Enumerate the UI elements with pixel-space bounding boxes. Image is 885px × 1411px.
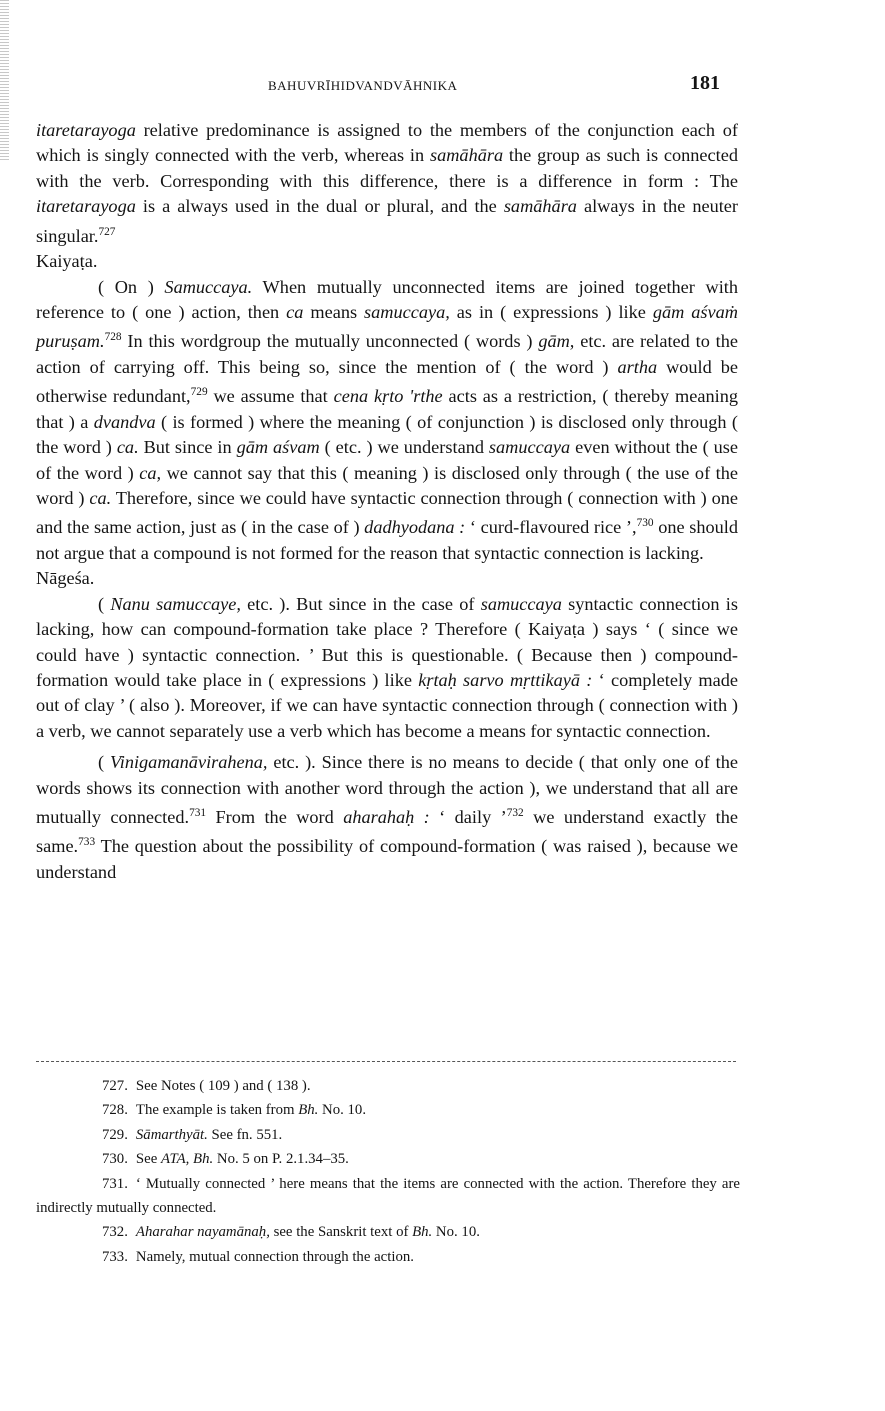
- scanned-page-edge: [0, 0, 9, 160]
- footnote-ref: 727: [98, 225, 116, 238]
- italic-term: gām aśvaṁ puruṣam.: [36, 301, 738, 352]
- footnote-text: Namely, mutual connection through the action.: [135, 1248, 414, 1265]
- paragraph-kaiyata: [36, 275, 738, 567]
- footnote: [36, 1245, 740, 1269]
- text-run: ‘ curd-flavoured rice ’,: [465, 517, 637, 538]
- text-run: But since in: [138, 437, 237, 458]
- footnote-number: 730.: [102, 1151, 128, 1168]
- text-run: etc. are related to the action of carrying off. This being so, since the mention of ( the word ): [36, 331, 738, 377]
- italic-term: itaretarayoga: [36, 196, 136, 217]
- footnote-ref: 729: [190, 386, 208, 399]
- paragraph-nagesa-2: [36, 750, 738, 885]
- footnote-text: See: [135, 1151, 161, 1168]
- text-run: acts as a restriction, ( thereby meaning that ) a: [36, 386, 738, 432]
- italic-term: ca: [286, 301, 304, 322]
- footnote-number: 729.: [102, 1126, 128, 1143]
- italic-term: ATA, Bh.: [160, 1151, 214, 1168]
- footnote-text: No. 10.: [318, 1102, 367, 1119]
- section-heading-kaiyata: Kaiyaṭa.: [36, 251, 98, 272]
- text-run: etc. ). But since in the case of: [240, 593, 481, 614]
- footnote-ref: 733: [78, 836, 96, 849]
- italic-term: ca,: [139, 462, 162, 483]
- italic-term: aharahaḥ :: [343, 807, 430, 828]
- italic-term: samuccaya: [488, 437, 571, 458]
- text-run: as in ( expressions ) like: [449, 301, 653, 322]
- footnote-text: ‘ Mutually connected ’ here means that the items are connected with the action. Therefore they are indirectly mutually connected.: [36, 1175, 740, 1217]
- italic-term: Vinigamanāvirahena,: [109, 752, 268, 773]
- italic-term: kṛtaḥ sarvo mṛttikayā :: [418, 669, 593, 690]
- footnote-number: 731.: [102, 1175, 128, 1192]
- italic-term: Bh.: [298, 1102, 319, 1119]
- section-heading-nagesa: Nāgeśa.: [36, 568, 95, 589]
- italic-term: gām,: [538, 331, 575, 352]
- footnote-ref: 728: [104, 331, 122, 344]
- italic-term: gām aśvam: [236, 437, 320, 458]
- footnote-text: see the Sanskrit text of: [269, 1224, 413, 1241]
- text-run: (: [98, 752, 110, 773]
- italic-term: Aharahar nayamānaḥ,: [135, 1224, 270, 1241]
- text-run: means: [303, 301, 365, 322]
- italic-term: Sāmarthyāt.: [135, 1126, 208, 1143]
- footnote-number: 733.: [102, 1248, 128, 1265]
- text-run: the group as such is connected with the verb. Corresponding with this difference, there is a difference in form : The: [36, 145, 738, 191]
- text-run: When mutually unconnected items are joined together with reference to ( one ) action, then: [36, 276, 738, 322]
- italic-term: cena kṛto 'rthe: [333, 386, 443, 407]
- footnote-ref: 731: [189, 806, 207, 819]
- italic-term: itaretarayoga: [36, 120, 136, 140]
- footnote-text: No. 5 on P. 2.1.34–35.: [213, 1151, 349, 1168]
- text-run: (: [98, 593, 111, 614]
- footnote-text: No. 10.: [432, 1224, 480, 1241]
- text-run: always in the neuter singular.: [36, 196, 739, 246]
- running-title: BAHUVRĪHIDVANDVĀHNIKA: [268, 78, 458, 93]
- footnote-number: 732.: [102, 1224, 128, 1241]
- text-run: would be otherwise redundant,: [36, 356, 738, 407]
- footnote-number: 728.: [102, 1102, 128, 1119]
- paragraph-nagesa-1: [36, 592, 738, 744]
- footnote-ref: 732: [506, 806, 524, 819]
- text-run: The question about the possibility of compound-formation ( was raised ), because we understand: [36, 836, 738, 882]
- footnote: [36, 1123, 740, 1147]
- footnote-text: The example is taken from: [135, 1102, 299, 1119]
- italic-term: dvandva: [93, 411, 156, 432]
- footnote: [36, 1074, 740, 1098]
- footnotes: [36, 1074, 740, 1269]
- footnote-text: See fn. 551.: [207, 1126, 283, 1143]
- text-run: ‘ daily ’: [429, 807, 507, 828]
- paragraph-continuation: [36, 118, 738, 249]
- footnote: [36, 1147, 740, 1171]
- text-run: ( On ): [98, 276, 165, 297]
- text-run: ( etc. ) we understand: [319, 437, 489, 458]
- text-run: even without the ( use of the word ): [36, 437, 738, 483]
- text-run: we assume that: [207, 386, 334, 407]
- italic-term: Nanu samuccaye,: [110, 593, 241, 614]
- footnote-ref: 730: [636, 517, 654, 530]
- italic-term: samuccaya: [480, 593, 562, 614]
- page-header: [36, 72, 722, 102]
- footnote: [36, 1220, 740, 1244]
- italic-term: ca.: [116, 437, 139, 458]
- text-run: is a always used in the dual or plural, and the: [135, 196, 504, 217]
- text-run: relative predominance is assigned to the members of the conjunction each of which is singly connected with the verb, whereas in: [36, 120, 738, 166]
- text-run: one should not argue that a compound is not formed for the reason that syntactic connection is lacking.: [36, 517, 738, 563]
- italic-term: samuccaya,: [364, 301, 450, 322]
- italic-term: artha: [617, 356, 658, 377]
- footnote: [36, 1098, 740, 1122]
- footnote-text: See Notes ( 109 ) and ( 138 ).: [135, 1078, 311, 1094]
- text-run: Therefore, since we could have syntactic connection through ( connection with ) one and the same action, just as ( in the case of ): [36, 487, 738, 538]
- text-run: syntactic connection is lacking, how can compound-formation take place ? Therefore ( Kaiyaṭa ) says ‘ ( since we could have ) syntactic connection. ’ But this is questionable. ( Because then ) compound-formation would take place in ( expressions ) like: [36, 593, 738, 690]
- text-run: ‘ completely made out of clay ’ ( also ). Moreover, if we can have syntactic connection through ( connection with ) a verb, we cannot separately use a verb which has become a means for syntactic connection.: [36, 669, 739, 741]
- italic-term: Samuccaya.: [164, 276, 253, 297]
- text-run: we cannot say that this ( meaning ) is disclosed only through ( the use of the word ): [36, 462, 738, 508]
- footnote: [36, 1172, 740, 1221]
- italic-term: ca.: [89, 487, 112, 508]
- text-run: In this wordgroup the mutually unconnected ( words ): [121, 331, 539, 352]
- italic-term: dadhyodana :: [364, 517, 466, 538]
- page-number: 181: [690, 72, 720, 94]
- footnote-separator: [36, 1061, 736, 1062]
- text-run: etc. ). Since there is no means to decide ( that only one of the words shows its connection with another word through the action ), we understand that all are mutually connected.: [36, 752, 738, 828]
- italic-term: samāhāra: [429, 145, 504, 166]
- text-run: From the word: [206, 807, 344, 828]
- italic-term: samāhāra: [503, 196, 577, 217]
- text-run: we understand exactly the same.: [36, 807, 738, 857]
- footnote-number: 727.: [102, 1078, 128, 1094]
- text-run: ( is formed ) where the meaning ( of conjunction ) is disclosed only through ( the word ): [36, 411, 738, 458]
- italic-term: Bh.: [412, 1224, 433, 1241]
- main-text: [36, 118, 738, 885]
